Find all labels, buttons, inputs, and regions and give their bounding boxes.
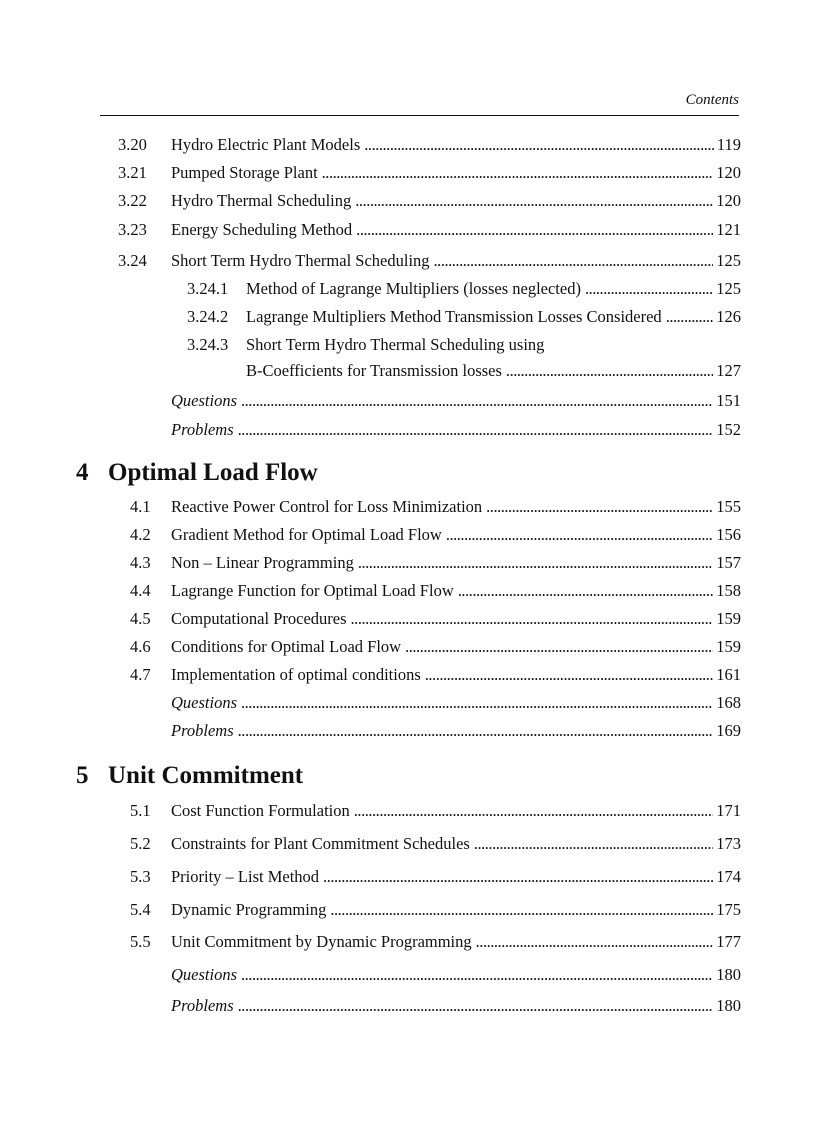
toc-entry-questions[interactable] xyxy=(0,963,831,987)
entry-number: 3.20 xyxy=(118,135,147,154)
entry-title: Problems xyxy=(171,721,234,740)
entry-page: 159 xyxy=(716,609,741,628)
toc-subentry[interactable] xyxy=(0,277,831,301)
toc-entry[interactable] xyxy=(0,799,831,823)
chapter-number: 5 xyxy=(76,762,89,789)
entry-page: 125 xyxy=(716,251,741,270)
entry-title: Hydro Thermal Scheduling xyxy=(171,191,352,210)
toc-entry[interactable] xyxy=(0,607,831,631)
entry-number: 3.23 xyxy=(118,220,147,239)
entry-title: Questions xyxy=(171,965,237,984)
toc-entry[interactable] xyxy=(0,189,831,213)
toc-entry[interactable] xyxy=(0,133,831,157)
entry-number: 5.3 xyxy=(130,867,151,886)
entry-page: 158 xyxy=(716,581,741,600)
entry-number: 5.2 xyxy=(130,834,151,853)
entry-number: 3.24.1 xyxy=(187,279,229,298)
header-rule xyxy=(100,115,739,116)
dot-leader xyxy=(666,305,714,329)
entry-page: 120 xyxy=(716,163,741,182)
toc-entry-problems[interactable] xyxy=(0,418,831,442)
chapter-title: Unit Commitment xyxy=(108,762,304,789)
toc-subentry[interactable] xyxy=(0,305,831,329)
entry-title: Unit Commitment by Dynamic Programming xyxy=(171,932,472,951)
entry-number: 4.7 xyxy=(130,665,151,684)
toc-entry[interactable] xyxy=(0,579,831,603)
dot-leader xyxy=(351,607,714,631)
chapter-heading[interactable] xyxy=(0,761,831,791)
dot-leader xyxy=(474,832,713,856)
dot-leader xyxy=(241,963,713,987)
entry-title: Problems xyxy=(171,996,234,1015)
dot-leader xyxy=(458,579,714,603)
entry-title: Priority – List Method xyxy=(171,867,320,886)
entry-title: Non – Linear Programming xyxy=(171,553,354,572)
dot-leader xyxy=(405,635,713,659)
entry-number: 4.4 xyxy=(130,581,151,600)
dot-leader xyxy=(323,865,713,889)
entry-title: Gradient Method for Optimal Load Flow xyxy=(171,525,442,544)
dot-leader xyxy=(356,218,713,242)
entry-number: 3.24.3 xyxy=(187,335,229,354)
running-header: Contents xyxy=(685,92,739,108)
entry-page: 127 xyxy=(716,361,741,380)
entry-page: 119 xyxy=(716,135,741,154)
dot-leader xyxy=(355,189,713,213)
entry-page: 161 xyxy=(716,665,741,684)
entry-page: 152 xyxy=(716,420,741,439)
dot-leader xyxy=(241,389,713,413)
entry-page: 121 xyxy=(716,220,741,239)
entry-title: Lagrange Multipliers Method Transmission Losses Considered xyxy=(246,307,662,326)
dot-leader xyxy=(238,994,714,1018)
entry-page: 177 xyxy=(716,932,741,951)
entry-title: Problems xyxy=(171,420,234,439)
entry-page: 175 xyxy=(716,900,741,919)
dot-leader xyxy=(425,663,714,687)
entry-number: 3.24.2 xyxy=(187,307,229,326)
dot-leader xyxy=(354,799,713,823)
entry-page: 151 xyxy=(716,391,741,410)
entry-page: 180 xyxy=(716,996,741,1015)
entry-page: 171 xyxy=(716,801,741,820)
entry-title: Conditions for Optimal Load Flow xyxy=(171,637,402,656)
entry-page: 169 xyxy=(716,721,741,740)
entry-number: 5.5 xyxy=(130,932,151,951)
dot-leader xyxy=(238,418,714,442)
entry-title: Short Term Hydro Thermal Scheduling xyxy=(171,251,430,270)
entry-number: 3.21 xyxy=(118,163,147,182)
toc-entry[interactable] xyxy=(0,523,831,547)
toc-entry[interactable] xyxy=(0,218,831,242)
entry-title: Constraints for Plant Commitment Schedules xyxy=(171,834,470,853)
toc-entry[interactable] xyxy=(0,249,831,273)
entry-page: 157 xyxy=(716,553,741,572)
entry-page: 159 xyxy=(716,637,741,656)
toc-entry[interactable] xyxy=(0,663,831,687)
dot-leader xyxy=(322,161,714,185)
chapter-number: 4 xyxy=(76,459,89,486)
toc-entry-problems[interactable] xyxy=(0,719,831,743)
entry-title: Method of Lagrange Multipliers (losses neglected) xyxy=(246,279,581,298)
toc-entry-questions[interactable] xyxy=(0,691,831,715)
dot-leader xyxy=(434,249,714,273)
entry-title: Energy Scheduling Method xyxy=(171,220,353,239)
entry-page: 174 xyxy=(716,867,741,886)
entry-page: 168 xyxy=(716,693,741,712)
toc-entry-questions[interactable] xyxy=(0,389,831,413)
dot-leader xyxy=(446,523,713,547)
toc-entry[interactable] xyxy=(0,898,831,922)
toc-entry[interactable] xyxy=(0,551,831,575)
entry-number: 4.1 xyxy=(130,497,151,516)
entry-title: Hydro Electric Plant Models xyxy=(171,135,361,154)
entry-number: 4.2 xyxy=(130,525,151,544)
entry-title: Reactive Power Control for Loss Minimization xyxy=(171,497,483,516)
dot-leader xyxy=(330,898,713,922)
dot-leader xyxy=(241,691,713,715)
entry-page: 125 xyxy=(716,279,741,298)
dot-leader xyxy=(585,277,713,301)
entry-number: 4.5 xyxy=(130,609,151,628)
entry-page: 180 xyxy=(716,965,741,984)
entry-title[interactable]: Short Term Hydro Thermal Scheduling using xyxy=(246,335,545,354)
toc-entry[interactable] xyxy=(0,832,831,856)
entry-page: 155 xyxy=(716,497,741,516)
entry-title: Questions xyxy=(171,693,237,712)
dot-leader xyxy=(486,495,713,519)
entry-number: 3.24 xyxy=(118,251,147,270)
toc-entry[interactable] xyxy=(0,161,831,185)
chapter-title: Optimal Load Flow xyxy=(108,459,318,486)
entry-number: 4.3 xyxy=(130,553,151,572)
entry-title: Implementation of optimal conditions xyxy=(171,665,421,684)
entry-title: Pumped Storage Plant xyxy=(171,163,318,182)
entry-number: 5.4 xyxy=(130,900,151,919)
chapter-heading[interactable] xyxy=(0,458,831,488)
entry-title: Questions xyxy=(171,391,237,410)
entry-page: 173 xyxy=(716,834,741,853)
dot-leader xyxy=(506,359,713,383)
toc-entry[interactable] xyxy=(0,865,831,889)
entry-title: Lagrange Function for Optimal Load Flow xyxy=(171,581,454,600)
entry-number: 4.6 xyxy=(130,637,151,656)
dot-leader xyxy=(358,551,713,575)
entry-page: 120 xyxy=(716,191,741,210)
dot-leader xyxy=(476,930,714,954)
entry-number: 3.22 xyxy=(118,191,147,210)
entry-page: 156 xyxy=(716,525,741,544)
toc-entry[interactable] xyxy=(0,495,831,519)
toc-entry-problems[interactable] xyxy=(0,994,831,1018)
dot-leader xyxy=(238,719,714,743)
entry-title: Dynamic Programming xyxy=(171,900,327,919)
entry-title: B-Coefficients for Transmission losses xyxy=(246,361,502,380)
dot-leader xyxy=(364,133,714,157)
entry-title: Computational Procedures xyxy=(171,609,347,628)
entry-page: 126 xyxy=(716,307,741,326)
toc-entry[interactable] xyxy=(0,635,831,659)
toc-subentry[interactable] xyxy=(0,359,831,383)
entry-number: 5.1 xyxy=(130,801,151,820)
toc-entry[interactable] xyxy=(0,930,831,954)
entry-title: Cost Function Formulation xyxy=(171,801,350,820)
